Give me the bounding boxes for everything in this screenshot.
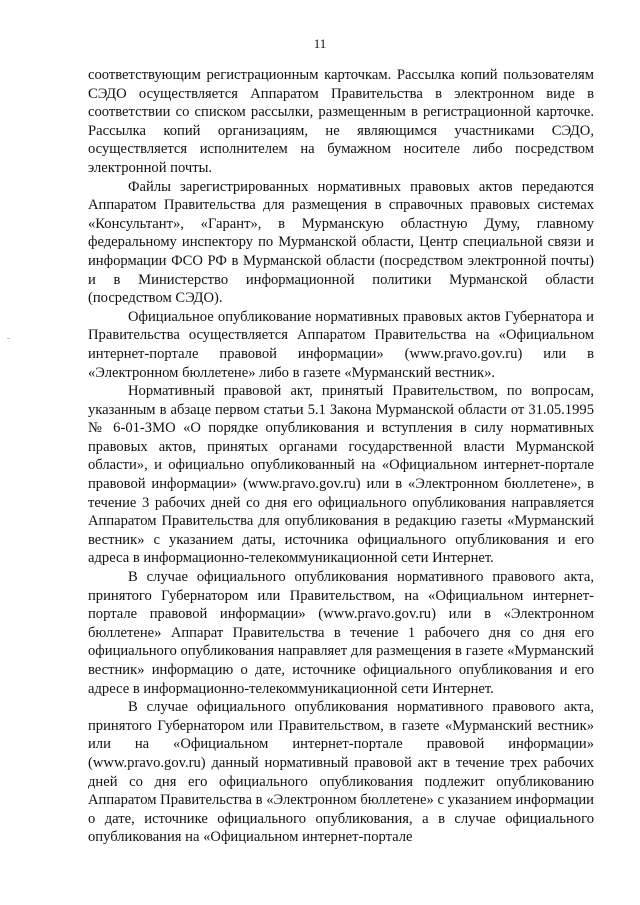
margin-mark [7, 338, 10, 339]
paragraph-online-publication: В случае официального опубликования нормативного правового акта, принятого Губернатором или Правительством, на «Официальном интернет-портале правовой информации» (www.pravo.gov.ru) или в «Электронном бюллетене» Аппарат Правительства в течение 1 рабочего дня со дня его официального опубликования направляет для размещения в газете «Мурманский вестник» информацию о дате, источнике официального опубликования и его адресе в информационно-телекоммуникационной сети Интернет. [88, 569, 594, 697]
document-body [88, 66, 594, 847]
paragraph-government-act: Нормативный правовой акт, принятый Правительством, по вопросам, указанным в абзаце первом статьи 5.1 Закона Мурманской области от 31.05.1995 № 6-01-ЗМО «О порядке опубликования и вступления в силу нормативных правовых актов, принятых органами государственной власти Мурманской области», и официально опубликованный на «Официальном интернет-портале правовой информации» (www.pravo.gov.ru) или в «Электронном бюллетене», в течение 3 рабочих дней со дня его официального опубликования направляется Аппаратом Правительства для опубликования в редакцию газеты «Мурманский вестник» с указанием даты, источника официального опубликования и его адреса в информационно-телекоммуникационной сети Интернет. [88, 383, 594, 567]
paragraph-newspaper-publication: В случае официального опубликования нормативного правового акта, принятого Губернатором или Правительством, в газете «Мурманский вестник» или на «Официальном интернет-портале правовой информации» (www.pravo.gov.ru) данный нормативный правовой акт в течение трех рабочих дней со дня его официального опубликования подлежит опубликованию Аппаратом Правительства в «Электронном бюллетене» с указанием информации о дате, источнике официального опубликования, а в случае официального опубликования на «Официальном интернет-портале [88, 699, 594, 846]
paragraph-official-publication: Официальное опубликование нормативных правовых актов Губернатора и Правительства осуществляется Аппаратом Правительства на «Официальном интернет-портале правовой информации» (www.pravo.gov.ru) или в «Электронном бюллетене» либо в газете «Мурманский вестник». [88, 308, 594, 381]
paragraph-continuation: соответствующим регистрационным карточкам. Рассылка копий пользователям СЭДО осуществляется Аппаратом Правительства в электронном виде в соответствии со списком рассылки, размещенным в регистрационной карточке. Рассылка копий организациям, не являющимся участниками СЭДО, осуществляется исполнителем на бумажном носителе либо посредством электронной почты. [88, 67, 594, 176]
paragraph-file-distribution: Файлы зарегистрированных нормативных правовых актов передаются Аппаратом Правительства для размещения в справочных правовых системах «Консультант», «Гарант», в Мурманскую областную Думу, главному федеральному инспектору по Мурманской области, Центр специальной связи и информации ФСО РФ в Мурманской области (посредством электронной почты) и в Министерство информационной политики Мурманской области (посредством СЭДО). [88, 178, 594, 307]
page-number: 11 [313, 36, 327, 51]
